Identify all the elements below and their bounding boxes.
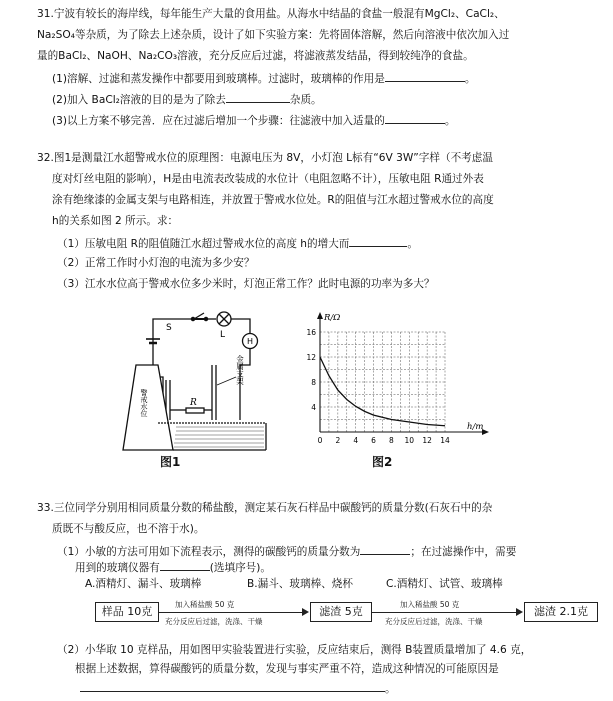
figure-2-caption: 图2 (372, 455, 393, 469)
q31-sub1-text: (1)溶解、过滤和蒸发操作中都要用到玻璃棒。过滤时，玻璃棒的作用是 (52, 73, 385, 85)
flow-box-residue2: 滤渣 2.1克 (524, 602, 598, 622)
answer-blank[interactable] (80, 680, 385, 692)
q32-line4: h的关系如图 2 所示。求： (52, 215, 179, 227)
answer-blank[interactable] (385, 70, 465, 82)
q31-sub2 (52, 91, 322, 107)
q31-sub2-text: (2)加入 BaCl₂溶液的目的是为了除去 (52, 94, 226, 106)
q33-sub1-cont-text: 用到的玻璃仪器有 (75, 562, 160, 574)
q31-line3: 量的BaCl₂、NaOH、Na₂CO₃溶液，充分反应后过滤，将滤液蒸发结晶，得到较纯净的食盐。 (37, 50, 474, 62)
period: 。 (407, 238, 418, 250)
q33-sub1-tail: ；在过滤操作中，需要 (410, 546, 517, 558)
q31-line1: 31.宁波有较长的海岸线，每年能生产大量的食用盐。从海水中结晶的食盐一般混有MgCl₂、CaCl₂、 (37, 8, 505, 20)
q33-sub2-answer (80, 680, 396, 696)
period: 。 (444, 115, 456, 127)
x-tick-label: 12 (422, 436, 432, 445)
q32-sub1 (57, 235, 418, 251)
answer-blank[interactable] (385, 112, 445, 124)
x-tick-label: 14 (440, 436, 450, 445)
switch-S (194, 313, 204, 319)
wire (153, 319, 192, 365)
flow-box-sample: 样品 10克 (95, 602, 159, 622)
label-L: L (220, 330, 226, 340)
flow-arrow2-top: 加入稀盐酸 50 克 (400, 600, 460, 609)
label-R: R (190, 398, 197, 408)
flow-box-residue1: 滤渣 5克 (310, 602, 372, 622)
label-metal-bracket: 金属支架 (235, 355, 245, 385)
q32-line2: 度对灯丝电阻的影响），H是由电流表改装成的水位计（电阻忽略不计），压敏电阻 R通过外表 (52, 173, 484, 185)
q31-sub3 (52, 112, 455, 128)
q32-sub3: （3）江水水位高于警戒水位多少米时，灯泡正常工作？此时电源的功率为多大？ (57, 278, 435, 290)
x-tick-label: 6 (371, 436, 376, 445)
figure-1-caption: 图1 (160, 455, 181, 469)
flow-arrow2-line (371, 612, 516, 613)
label-warning-level: 警戒水位 (140, 389, 148, 417)
label-H: H (247, 337, 254, 346)
answer-blank[interactable] (360, 543, 410, 555)
x-tick-label: 0 (317, 436, 323, 445)
x-tick-label: 4 (353, 436, 359, 445)
period: 。 (464, 73, 476, 85)
answer-blank[interactable] (160, 559, 210, 571)
q33-sub1-cont-tail: (选填序号)。 (209, 562, 271, 574)
q33-line2: 质既不与酸反应，也不溶于水)。 (52, 523, 205, 535)
label-S: S (166, 323, 172, 333)
q33-sub1 (57, 543, 516, 559)
q33-sub2-line2: 根据上述数据，算得碳酸钙的质量分数，发现与事实严重不符，造成这种情况的可能原因是 (75, 663, 499, 675)
q33-sub1-text: （1）小敏的方法可用如下流程表示，测得的碳酸钙的质量分数为 (57, 546, 361, 558)
y-tick-label: 12 (306, 353, 316, 362)
q32-sub1-text: （1）压敏电阻 R的阻值随江水超过警戒水位的高度 h的增大而 (57, 238, 350, 250)
resistor-R (186, 408, 204, 413)
arrow-right-icon (516, 608, 523, 616)
option-C[interactable]: C.酒精灯、试管、玻璃棒 (386, 578, 503, 590)
q32-line1: 32.图1是测量江水超警戒水位的原理图：电源电压为 8V，小灯泡 L标有“6V 3W”字样（不考虑温 (37, 152, 493, 164)
x-tick-label: 2 (335, 436, 341, 445)
q33-sub2-line1: （2）小华取 10 克样品，用如图甲实验装置进行实验，反应结束后，测得 B装置质量增加了 4.6 克， (57, 644, 532, 656)
x-axis-label: h/m (467, 422, 484, 432)
answer-blank[interactable] (226, 91, 290, 103)
q31-sub2-tail: 杂质。 (289, 94, 322, 106)
q31-line2: Na₂SO₄等杂质，为了除去上述杂质，设计了如下实验方案：先将固体溶解，然后向溶液中依次加入过 (37, 29, 510, 41)
x-tick-label: 10 (404, 436, 415, 445)
q31-sub3-text: (3)以上方案不够完善．应在过滤后增加一个步骤：往滤液中加入适量的 (52, 115, 385, 127)
flow-arrow1-bottom: 充分反应后过滤，洗涤、干燥 (165, 617, 263, 626)
q33-line1: 33.三位同学分别用相同质量分数的稀盐酸，测定某石灰石样品中碳酸钙的质量分数(石灰石中的杂 (37, 502, 493, 514)
arrow-right-icon (302, 608, 309, 616)
y-tick-label: 16 (306, 328, 316, 337)
q32-line3: 涂有绝缘漆的金属支架与电路相连，并放置于警戒水位处。R的阻值与江水超过警戒水位的高度 (52, 194, 494, 206)
figure-2-chart (298, 310, 508, 460)
answer-blank[interactable] (349, 235, 407, 247)
q32-sub2: （2）正常工作时小灯泡的电流为多少安？ (57, 257, 255, 269)
option-B[interactable]: B.漏斗、玻璃棒、烧杯 (247, 578, 353, 590)
q33-sub1-cont (75, 559, 271, 575)
flow-arrow1-top: 加入稀盐酸 50 克 (175, 600, 235, 609)
x-tick-label: 8 (389, 436, 394, 445)
q31-sub1 (52, 70, 475, 86)
figure-1-circuit-diagram (118, 305, 278, 455)
y-tick-label: 8 (311, 378, 316, 387)
flow-arrow2-bottom: 充分反应后过滤，洗涤、干燥 (385, 617, 483, 626)
y-axis-arrow (317, 312, 323, 319)
y-tick-label: 4 (311, 403, 316, 412)
y-axis-label: R/Ω (324, 313, 341, 323)
period: 。 (385, 683, 396, 695)
option-A[interactable]: A.酒精灯、漏斗、玻璃棒 (85, 578, 202, 590)
flow-arrow1-line (158, 612, 302, 613)
